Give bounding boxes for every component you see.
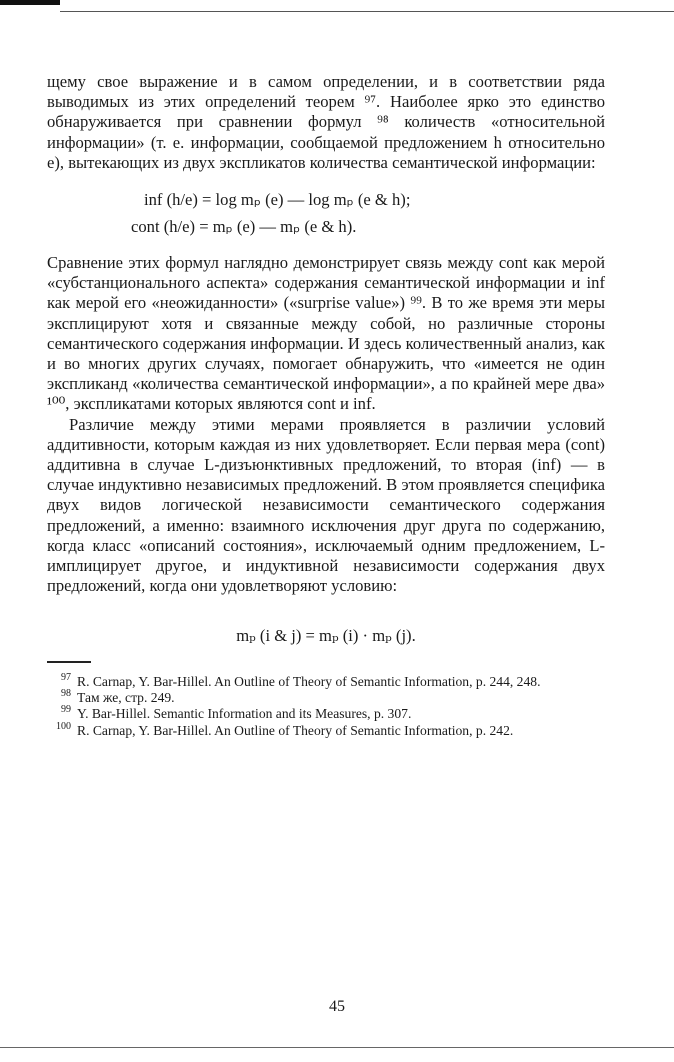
page-number: 45 — [329, 998, 345, 1015]
formula-block — [47, 186, 605, 240]
paragraph-3: Различие между этими мерами проявляется в различии условий аддитивности, которым каждая из них удовлетворяет. Если первая мера (cont) аддитивна в случае L-дизъюнктивных предложений, то вторая (inf) — в случае индуктивно независимых предложений. В этом проявляется специфика двух видов логической независимости семантического содержания предложений, а именно: взаимного исключения друг друга по содержанию, когда класс «описаний состояния», исключаемый одним предложением, L-имплицирует другое, и индуктивной независимости содержания двух предложений, когда они удовлетворяют условию: — [47, 414, 605, 596]
paragraph-2: Сравнение этих формул наглядно демонстрирует связь между cont как мерой «субстанционального аспекта» содержания семантической информации и inf как мерой его «неожиданности» («surprise value») ⁹⁹. В то же время эти меры эксплицируют хотя и связанные между собой, но различные стороны семантического содержания информации. И здесь количественный анализ, как и во многих других случаях, помогает обнаружить, что «имеется не один экспликанд «количества семантической информации», а по крайней мере два» ¹⁰⁰, экспликатами которых являются cont и inf. — [47, 253, 605, 414]
formula-inf: inf (h/e) = log mₚ (e) — log mₚ (e & h); — [144, 190, 411, 210]
scan-top-line — [60, 11, 674, 12]
footnote-number: 98 — [61, 687, 71, 699]
paragraph-1: щему свое выражение и в самом определении, и в соответствии ряда выводимых из этих определений теорем ⁹⁷. Наиболее ярко это единство обнаруживается при сравнении формул ⁹⁸ количеств «относительной информации» (т. е. информации, сообщаемой предложением h относительно e), вытекающих из двух экспликатов количества семантической информации: — [47, 72, 605, 172]
footnote-number: 97 — [61, 671, 71, 683]
footnote — [47, 687, 605, 706]
footnote — [47, 720, 605, 739]
footnote-rule — [47, 661, 91, 663]
footnote-text: Y. Bar-Hillel. Semantic Information and its Measures, p. 307. — [77, 706, 412, 722]
formula-cont: cont (h/e) = mₚ (e) — mₚ (e & h). — [131, 217, 357, 237]
footnote-number: 99 — [61, 704, 71, 716]
footnote-number: 100 — [56, 720, 71, 732]
footnote — [47, 671, 605, 690]
page-body — [47, 72, 605, 739]
footnotes — [47, 671, 605, 739]
scan-edge-mark — [0, 0, 60, 5]
footnote — [47, 706, 605, 722]
scan-bottom-line — [0, 1047, 674, 1048]
footnote-text: R. Carnap, Y. Bar-Hillel. An Outline of Theory of Semantic Information, p. 244, 248. — [77, 673, 541, 689]
footnote-text: Там же, стр. 249. — [77, 689, 175, 705]
formula-product: mₚ (i & j) = mₚ (i) · mₚ (j). — [236, 626, 416, 646]
footnote-text: R. Carnap, Y. Bar-Hillel. An Outline of Theory of Semantic Information, p. 242. — [77, 722, 514, 738]
